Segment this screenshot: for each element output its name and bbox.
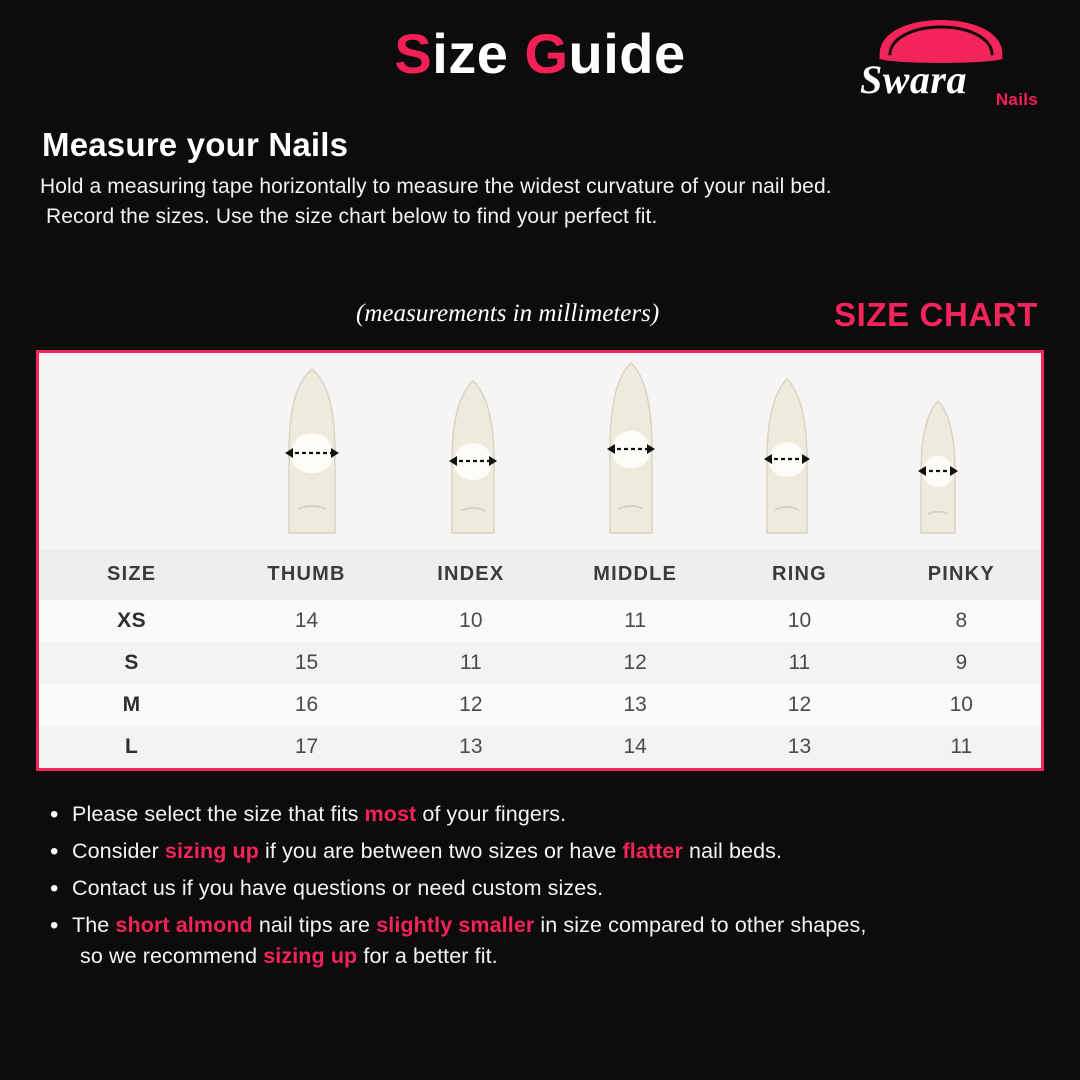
middle-nail-tip <box>579 357 683 535</box>
column-header-ring: RING <box>772 562 827 585</box>
column-header-middle: MIDDLE <box>593 562 678 585</box>
note2-text-c: nail beds. <box>682 838 783 863</box>
column-header-index: INDEX <box>437 562 505 585</box>
notes-list <box>0 799 1080 973</box>
note4-text-b: nail tips are <box>252 913 377 938</box>
cell-ring-l: 13 <box>787 734 812 758</box>
ring-nail-tip <box>737 373 837 535</box>
index-nail-tip <box>421 375 525 535</box>
cell-index-m: 12 <box>459 692 483 716</box>
size-chart-box <box>36 350 1044 771</box>
cell-size-xs: XS <box>117 608 147 632</box>
note1-text-a: Please select the size that fits <box>72 801 365 826</box>
table-row <box>39 684 1041 726</box>
cell-ring-s: 11 <box>788 650 811 674</box>
page-title-part-1: ize <box>432 22 525 85</box>
note2-text-b: if you are between two sizes or have <box>258 838 623 863</box>
size-chart-label: SIZE CHART <box>834 295 1038 333</box>
column-header-thumb: THUMB <box>267 562 346 585</box>
cell-pinky-l: 11 <box>950 734 973 758</box>
cell-middle-m: 13 <box>623 692 647 716</box>
cell-pinky-m: 10 <box>949 692 973 716</box>
cell-ring-xs: 10 <box>787 608 812 632</box>
cell-middle-s: 12 <box>623 650 647 674</box>
cell-ring-m: 12 <box>787 692 812 716</box>
cell-index-xs: 10 <box>459 608 483 632</box>
note4-text-e: for a better fit. <box>357 944 498 969</box>
note4-highlight-3: sizing up <box>263 944 358 969</box>
column-header-pinky: PINKY <box>927 562 995 585</box>
cell-middle-xs: 11 <box>624 608 647 632</box>
page-header <box>0 0 1080 118</box>
cell-size-s: S <box>124 650 139 674</box>
page-title-part-0: S <box>394 22 433 85</box>
cell-pinky-s: 9 <box>955 650 968 674</box>
cell-thumb-xs: 14 <box>294 608 319 632</box>
pinky-nail-tip <box>895 395 981 535</box>
list-item <box>44 910 1036 972</box>
cell-index-l: 13 <box>459 734 483 758</box>
note2-text-a: Consider <box>72 838 165 863</box>
list-item <box>44 799 1036 830</box>
table-row <box>39 642 1041 684</box>
note4-text-a: The <box>72 913 116 938</box>
table-row <box>39 600 1041 642</box>
measure-heading: Measure your Nails <box>42 126 349 163</box>
note1-highlight: most <box>364 801 417 826</box>
note4-highlight-2: slightly smaller <box>376 913 535 938</box>
table-header-row <box>39 549 1041 600</box>
brand-sub: Nails <box>995 90 1038 109</box>
chart-header <box>0 290 1080 346</box>
cell-thumb-l: 17 <box>294 734 319 758</box>
cell-size-m: M <box>122 692 141 716</box>
note1-text-b: of your fingers. <box>416 801 567 826</box>
cell-middle-l: 14 <box>623 734 647 758</box>
cell-thumb-m: 16 <box>294 692 319 716</box>
note4-continuation <box>72 941 1036 972</box>
brand-logo <box>838 18 1038 118</box>
measure-section <box>0 126 1080 232</box>
page-title-part-2: G <box>524 22 569 85</box>
list-item <box>44 836 1036 867</box>
note4-text-d: so we recommend <box>80 944 264 969</box>
note2-highlight-2: flatter <box>622 838 683 863</box>
cell-pinky-xs: 8 <box>955 608 968 632</box>
page-title-part-3: uide <box>568 22 686 85</box>
brand-name: Swara <box>860 57 967 102</box>
size-chart-table <box>39 549 1041 768</box>
column-header-size: SIZE <box>107 562 157 585</box>
table-row <box>39 726 1041 768</box>
measure-line-2: Record the sizes. Use the size chart below to find your perfect fit. <box>46 204 658 228</box>
list-item <box>44 873 1036 904</box>
cell-index-s: 11 <box>459 650 482 674</box>
note4-text-c: in size compared to other shapes, <box>534 913 867 938</box>
note3-text: Contact us if you have questions or need custom sizes. <box>72 875 604 900</box>
thumb-nail-tip <box>257 363 367 535</box>
measure-line-1: Hold a measuring tape horizontally to measure the widest curvature of your nail bed. <box>40 175 832 198</box>
note4-highlight-1: short almond <box>115 913 253 938</box>
cell-thumb-s: 15 <box>294 650 319 674</box>
measurement-units-note: (measurements in millimeters) <box>356 299 660 327</box>
note2-highlight-1: sizing up <box>164 838 259 863</box>
nail-illustration-row <box>39 353 1041 549</box>
cell-size-l: L <box>124 734 139 758</box>
